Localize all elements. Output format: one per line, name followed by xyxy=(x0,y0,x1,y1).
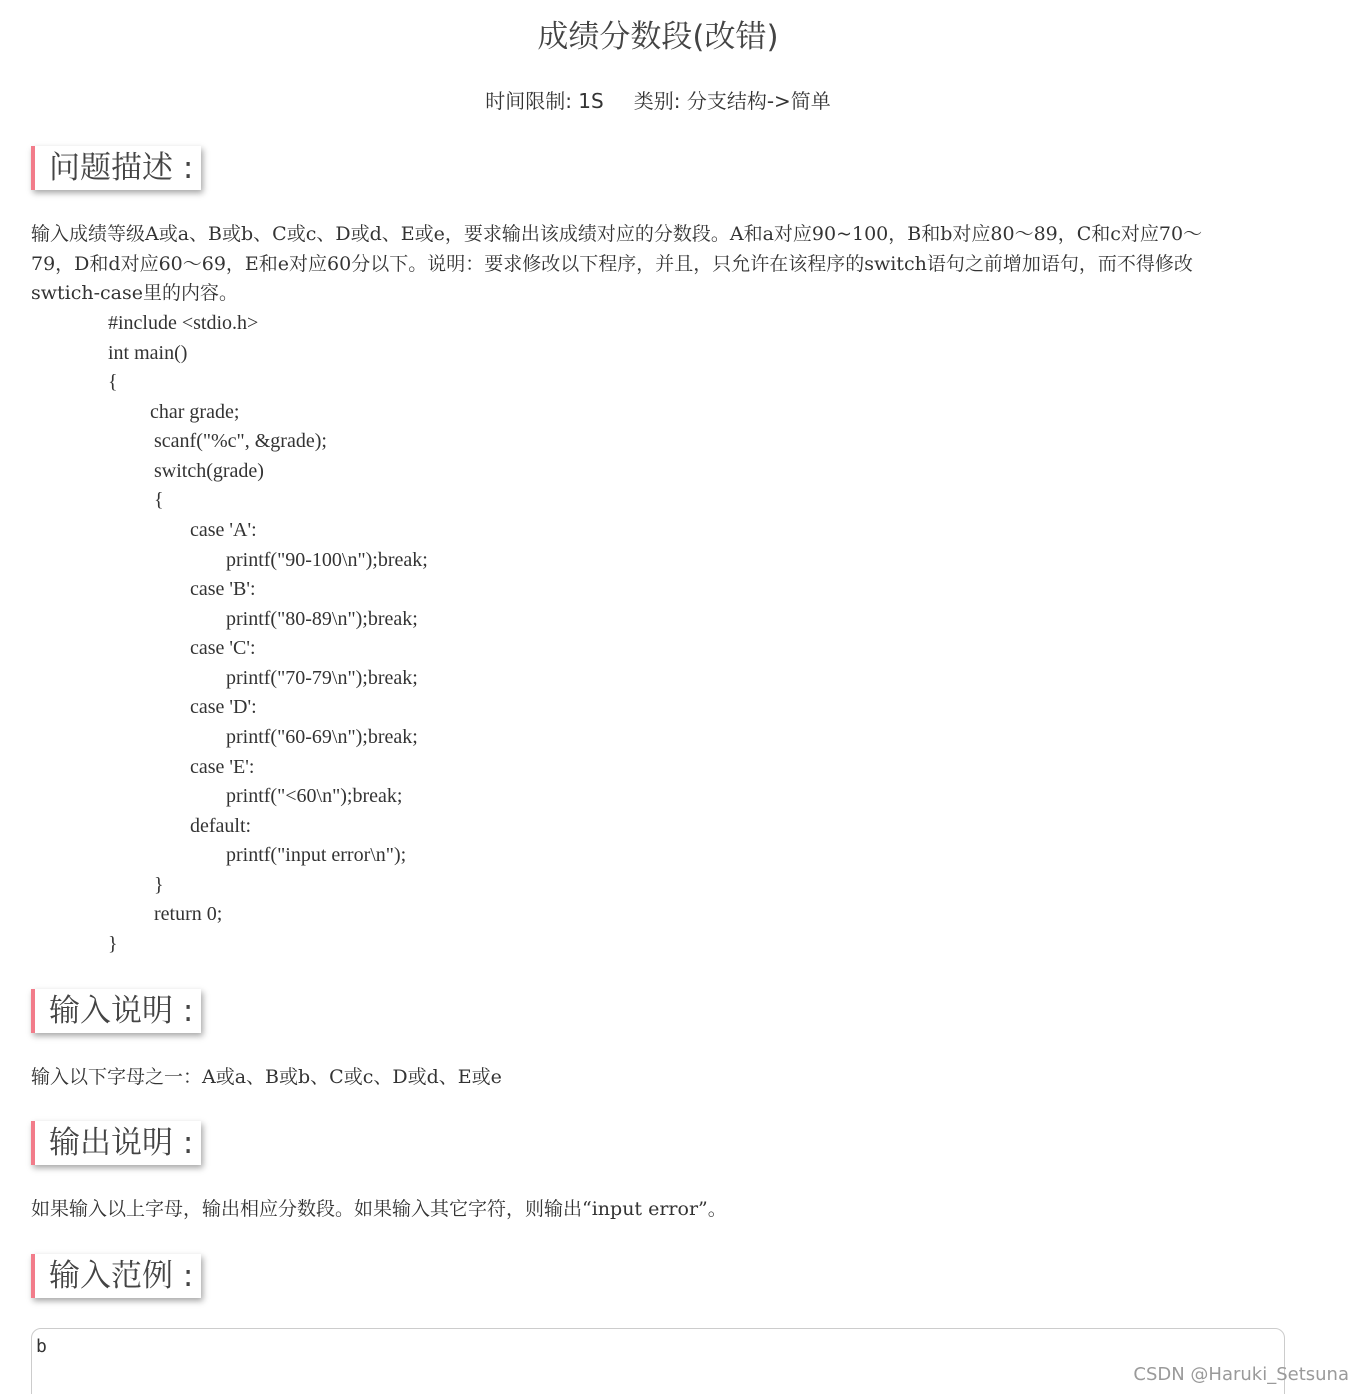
output-heading: 输出说明 : xyxy=(31,1121,201,1165)
code-line: case 'D': xyxy=(190,696,257,718)
sample-input-box xyxy=(31,1328,1285,1394)
description-text xyxy=(31,220,1291,309)
code-line: case 'A': xyxy=(190,519,257,541)
code-line: case 'C': xyxy=(190,637,256,659)
sample-input-heading: 输入范例 : xyxy=(31,1254,201,1298)
code-line: printf("input error\n"); xyxy=(226,844,407,866)
code-line: scanf("%c", &grade); xyxy=(154,430,327,452)
code-line: case 'E': xyxy=(190,756,255,778)
code-line: printf("60-69\n");break; xyxy=(226,726,418,748)
code-line: printf("80-89\n");break; xyxy=(226,608,418,630)
input-spec-text: 输入以下字母之一：A或a、B或b、C或c、D或d、E或e xyxy=(31,1066,502,1088)
code-line: #include <stdio.h> xyxy=(108,312,259,334)
code-line: { xyxy=(154,489,164,511)
description-line: swtich-case里的内容。 xyxy=(31,282,238,305)
code-line: printf("70-79\n");break; xyxy=(226,667,418,689)
watermark: CSDN @Haruki_Setsuna xyxy=(1133,1364,1349,1385)
code-line: int main() xyxy=(108,342,188,364)
output-spec-text: 如果输入以上字母，输出相应分数段。如果输入其它字符，则输出“input error”。 xyxy=(31,1198,727,1220)
code-line: switch(grade) xyxy=(154,460,264,482)
code-line: } xyxy=(108,933,118,955)
time-limit: 时间限制: 1S xyxy=(485,89,604,113)
code-line: printf("<60\n");break; xyxy=(226,785,403,807)
code-line: default: xyxy=(190,815,252,837)
input-heading: 输入说明 : xyxy=(31,989,201,1033)
code-line: char grade; xyxy=(150,401,240,423)
problem-meta xyxy=(0,86,1316,116)
description-heading: 问题描述 : xyxy=(31,146,201,190)
code-line: { xyxy=(108,371,118,393)
problem-title: 成绩分数段(改错) xyxy=(537,19,779,55)
code-line: return 0; xyxy=(154,903,223,925)
sample-input-text: b xyxy=(36,1336,47,1357)
description-line: 输入成绩等级A或a、B或b、C或c、D或d、E或e，要求输出该成绩对应的分数段。A和a对应90~100，B和b对应80～89，C和c对应70～ xyxy=(31,223,1203,245)
code-line: printf("90-100\n");break; xyxy=(226,549,428,571)
problem-category: 类别: 分支结构->简单 xyxy=(633,89,831,113)
code-line: } xyxy=(154,874,164,896)
description-line: 79，D和d对应60～69，E和e对应60分以下。说明：要求修改以下程序，并且，只允许在该程序的switch语句之前增加语句，而不得修改 xyxy=(31,252,1193,275)
code-line: case 'B': xyxy=(190,578,256,600)
